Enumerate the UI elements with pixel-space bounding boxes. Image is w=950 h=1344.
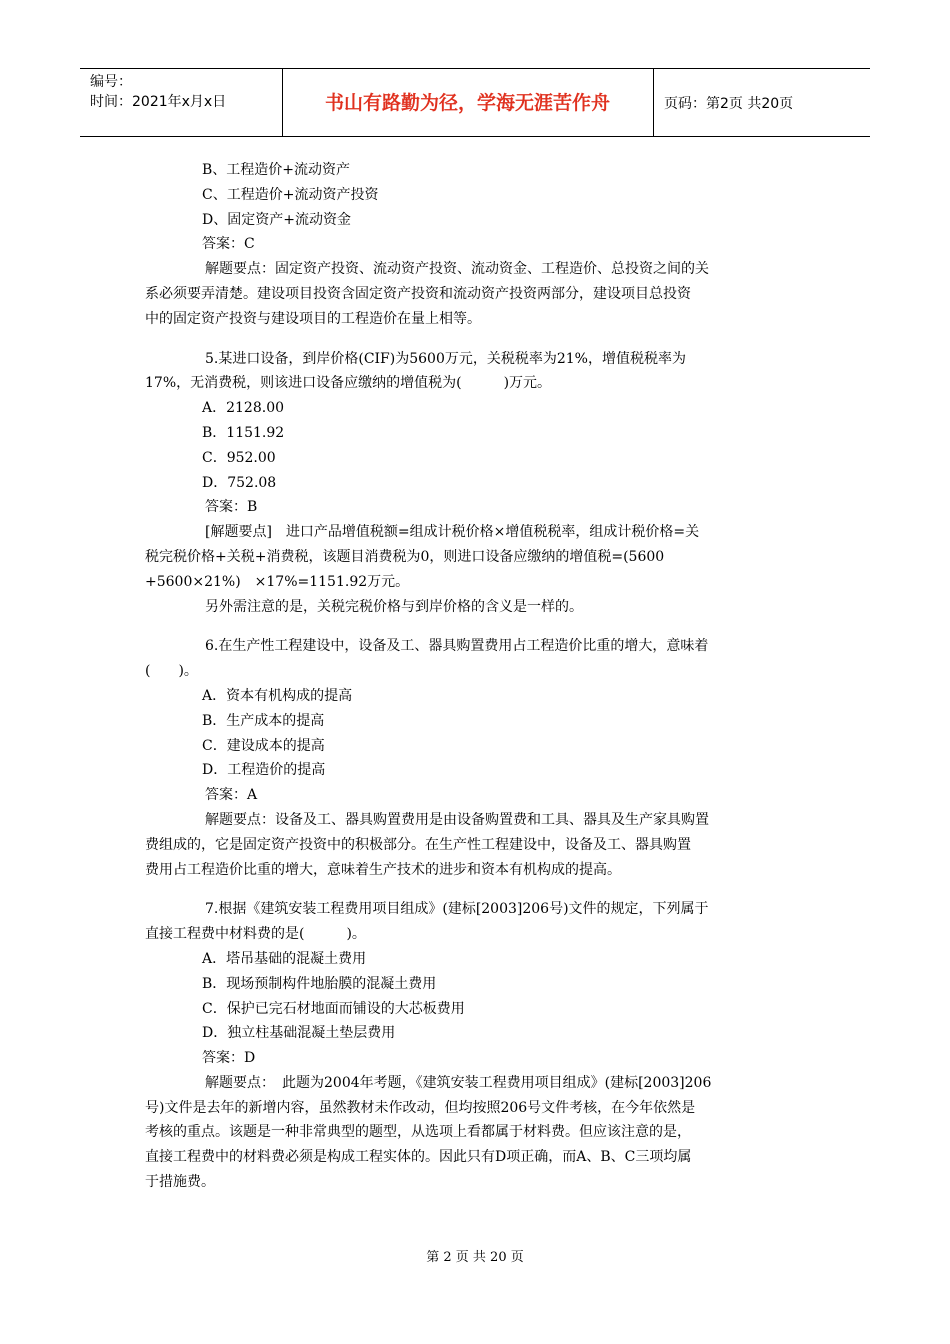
text-line: 17%，无消费税，则该进口设备应缴纳的增值税为( )万元。 — [145, 375, 552, 392]
header-date: 时间：2021年x月x日 — [90, 94, 227, 110]
text-line: 7.根据《建筑安装工程费用项目组成》(建标[2003]206号)文件的规定，下列属于 — [205, 901, 709, 918]
text-line: 答案：C — [202, 236, 255, 253]
header-bottom-rule — [80, 136, 870, 137]
text-line: A．资本有机构成的提高 — [202, 687, 353, 704]
text-line: 6.在生产性工程建设中，设备及工、器具购置费用占工程造价比重的增大，意味着 — [205, 638, 709, 655]
text-line: C．952.00 — [202, 449, 276, 466]
header-motto: 书山有路勤为径，学海无涯苦作舟 — [324, 92, 610, 114]
page-footer: 第 2 页 共 20 页 — [426, 1250, 524, 1265]
text-line: B．1151.92 — [202, 424, 285, 441]
text-line: 直接工程费中材料费的是( )。 — [145, 926, 366, 943]
header-left — [90, 72, 226, 112]
text-line: 费用占工程造价比重的增大，意味着生产技术的进步和资本有机构成的提高。 — [145, 861, 621, 878]
text-line: 直接工程费中的材料费必须是构成工程实体的。因此只有D项正确，而A、B、C三项均属 — [145, 1149, 692, 1166]
header-top-rule — [80, 68, 870, 69]
text-line: 中的固定资产投资与建设项目的工程造价在量上相等。 — [145, 310, 481, 327]
document-body — [145, 158, 810, 1195]
text-line: B、工程造价+流动资产 — [202, 162, 351, 178]
text-line: B．现场预制构件地胎膜的混凝土费用 — [202, 975, 437, 992]
text-line: D．752.08 — [202, 474, 277, 491]
text-line: D．工程造价的提高 — [202, 762, 326, 779]
text-line: D、固定资产+流动资金 — [202, 211, 351, 228]
text-line: 5.某进口设备，到岸价格(CIF)为5600万元，关税税率为21%，增值税税率为 — [205, 350, 686, 367]
text-line: 答案：B — [205, 499, 258, 516]
text-line: 解题要点： 此题为2004年考题，《建筑安装工程费用项目组成》(建标[2003]206 — [205, 1074, 712, 1091]
text-line: A．塔吊基础的混凝土费用 — [202, 950, 367, 967]
text-line: 于措施费。 — [145, 1174, 215, 1191]
paragraph-gap — [145, 882, 810, 897]
text-line: 考核的重点。该题是一种非常典型的题型，从选项上看都属于材料费。但应该注意的是， — [145, 1124, 691, 1141]
text-line: D．独立柱基础混凝土垫层费用 — [202, 1025, 396, 1042]
text-line: [解题要点] 进口产品增值税额=组成计税价格×增值税税率，组成计税价格=关 — [205, 524, 700, 541]
text-line: C、工程造价+流动资产投资 — [202, 186, 379, 203]
text-line: 税完税价格+关税+消费税，该题目消费税为0，则进口设备应缴纳的增值税=(5600 — [145, 548, 665, 565]
paragraph-gap — [145, 332, 810, 347]
header-divider-right — [653, 68, 654, 136]
text-line: 费组成的，它是固定资产投资中的积极部分。在生产性工程建设中，设备及工、器具购置 — [145, 836, 691, 853]
text-line: C．建设成本的提高 — [202, 737, 325, 754]
text-line: C．保护已完石材地面而铺设的大芯板费用 — [202, 1000, 465, 1017]
text-line: 解题要点：设备及工、器具购置费用是由设备购置费和工具、器具及生产家具购置 — [205, 811, 709, 828]
text-line: 解题要点：固定资产投资、流动资产投资、流动资金、工程造价、总投资之间的关 — [205, 261, 709, 278]
text-line: ( )。 — [145, 663, 198, 680]
text-line: 答案：A — [205, 787, 258, 804]
text-line: 号)文件是去年的新增内容，虽然教材未作改动，但均按照206号文件考核，在今年依然是 — [145, 1099, 696, 1116]
text-line: 答案：D — [202, 1050, 256, 1067]
paragraph-gap — [145, 619, 810, 634]
header-number-label: 编号： — [90, 74, 132, 90]
text-line: B．生产成本的提高 — [202, 712, 325, 729]
text-line: A．2128.00 — [202, 400, 285, 417]
text-line: +5600×21%) ×17%=1151.92万元。 — [145, 573, 410, 590]
header-page-info: 页码：第2页 共20页 — [664, 96, 794, 112]
text-line: 系必须要弄清楚。建设项目投资含固定资产投资和流动资产投资两部分，建设项目总投资 — [145, 285, 691, 302]
text-line: 另外需注意的是，关税完税价格与到岸价格的含义是一样的。 — [205, 598, 583, 615]
